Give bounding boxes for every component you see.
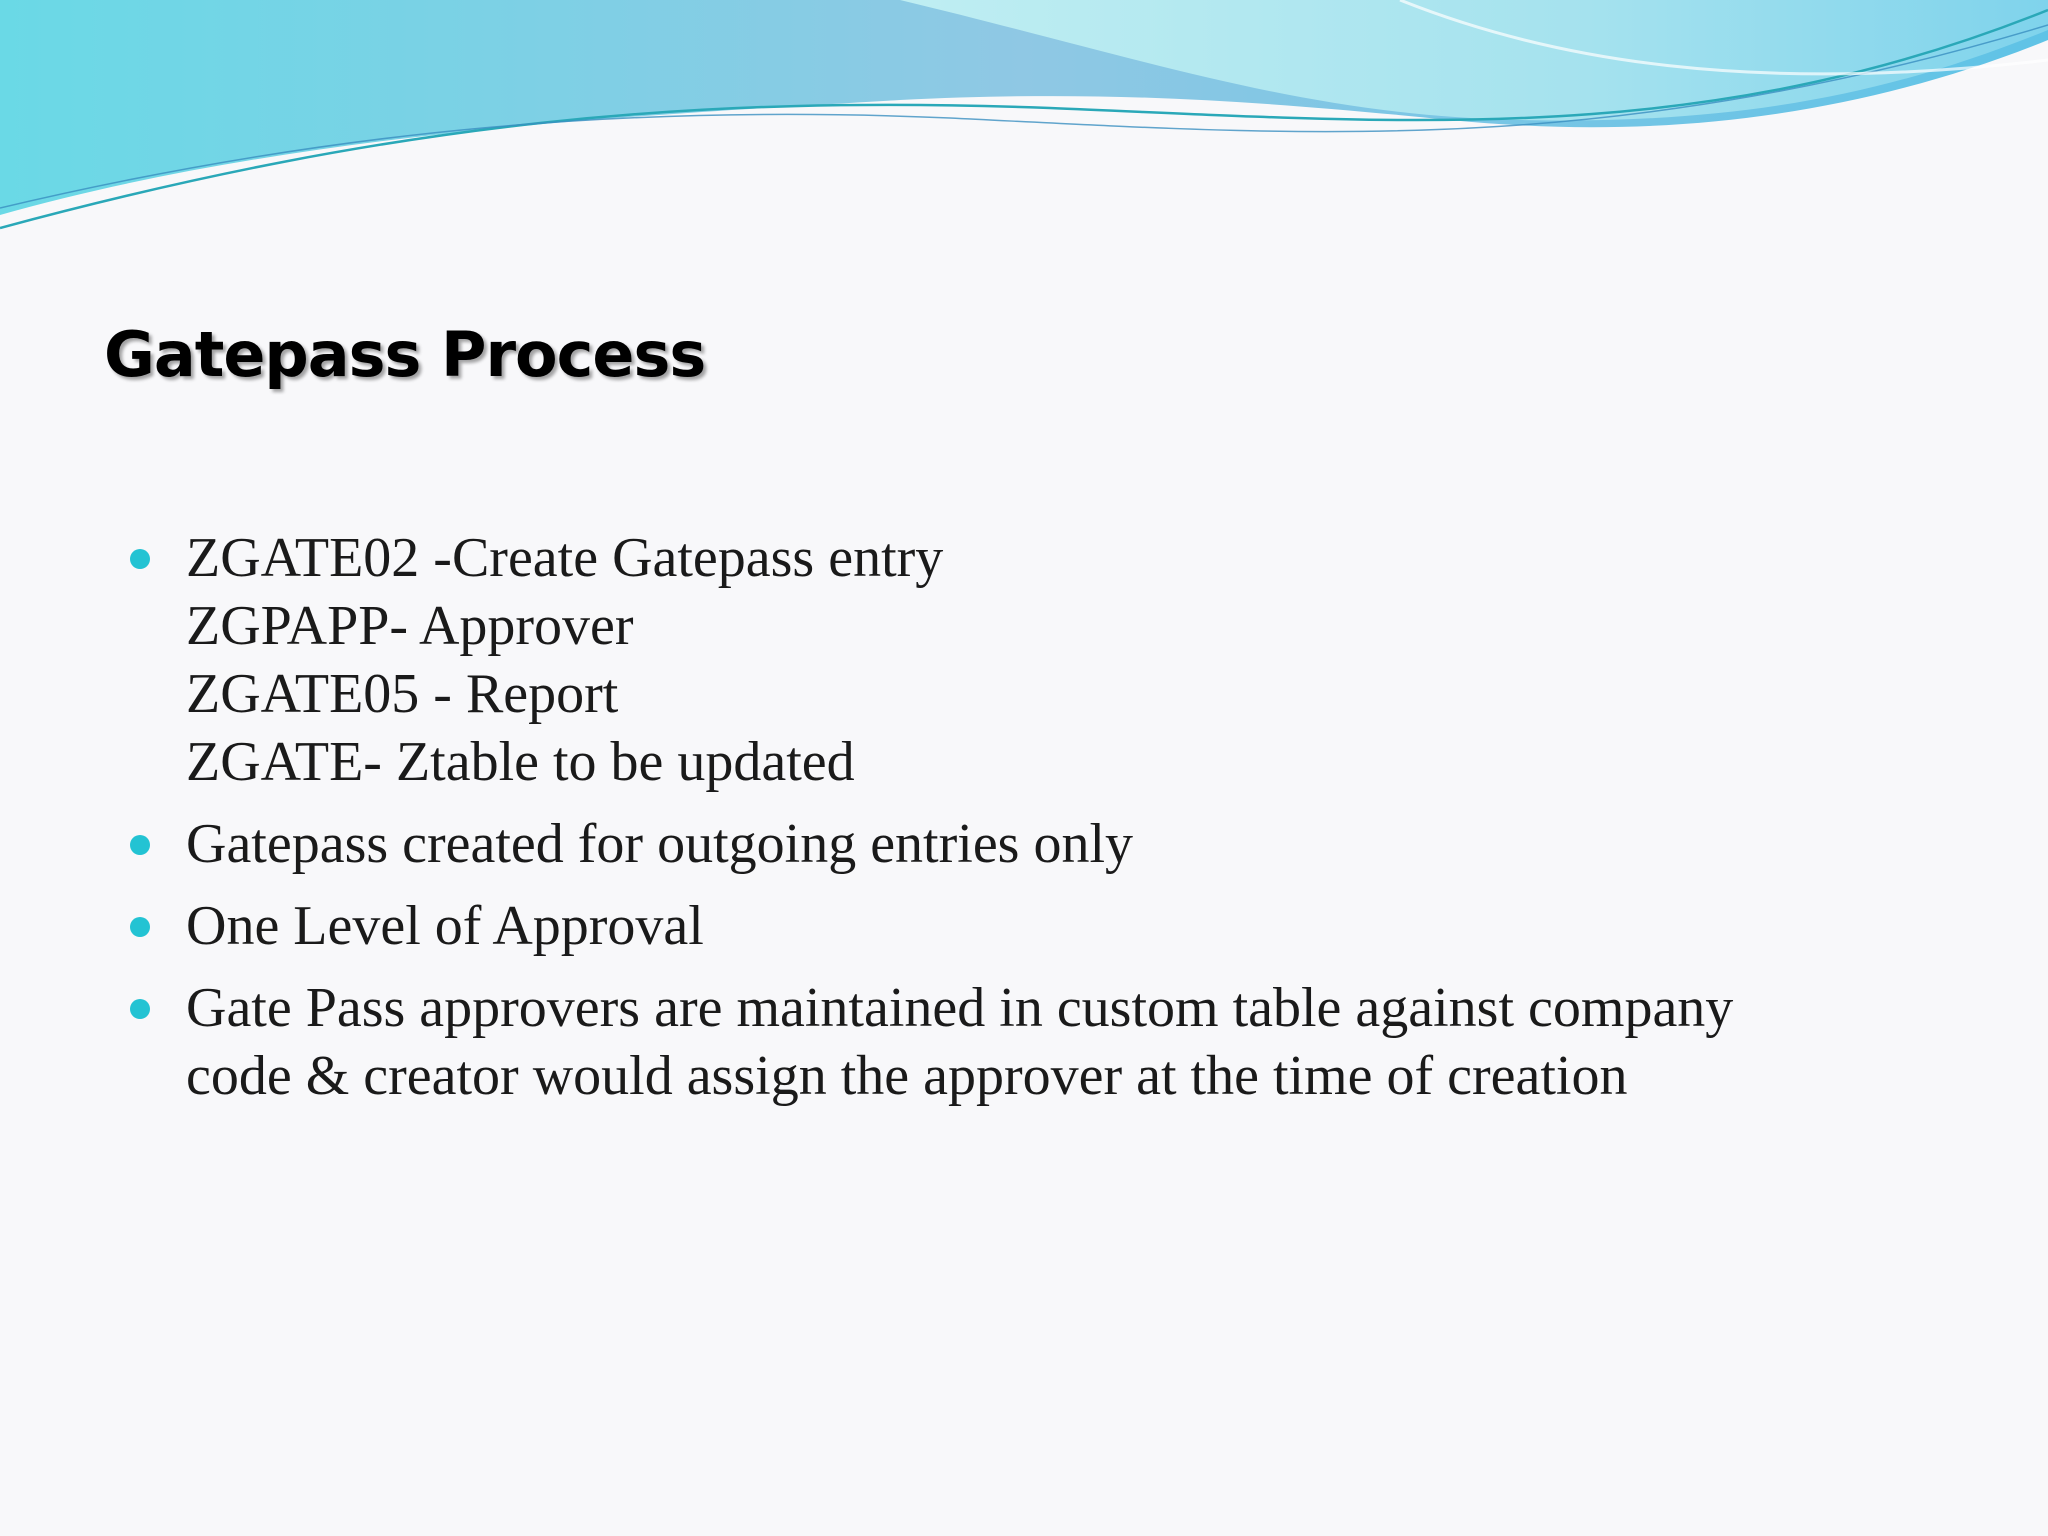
bullet-dot-icon	[130, 999, 150, 1019]
bullet-item	[130, 524, 1930, 796]
bullet-line: ZGATE- Ztable to be updated	[186, 731, 855, 793]
bullet-item	[130, 892, 1930, 960]
bullet-line: One Level of Approval	[186, 895, 704, 957]
bullet-dot-icon	[130, 549, 150, 569]
bullet-line: code & creator would assign the approver at the time of creation	[186, 1045, 1628, 1107]
slide-title: Gatepass Process	[104, 318, 706, 391]
bullet-line: ZGPAPP- Approver	[186, 595, 634, 657]
bullet-dot-icon	[130, 917, 150, 937]
bullet-line: ZGATE05 - Report	[186, 663, 619, 725]
bullet-item	[130, 974, 1930, 1110]
header-wave-decoration	[0, 0, 2048, 240]
bullet-dot-icon	[130, 835, 150, 855]
bullet-line: Gatepass created for outgoing entries only	[186, 813, 1134, 875]
bullet-list	[130, 524, 1930, 1124]
bullet-line: ZGATE02 -Create Gatepass entry	[186, 527, 944, 589]
bullet-item	[130, 810, 1930, 878]
bullet-line: Gate Pass approvers are maintained in custom table against company	[186, 977, 1734, 1039]
